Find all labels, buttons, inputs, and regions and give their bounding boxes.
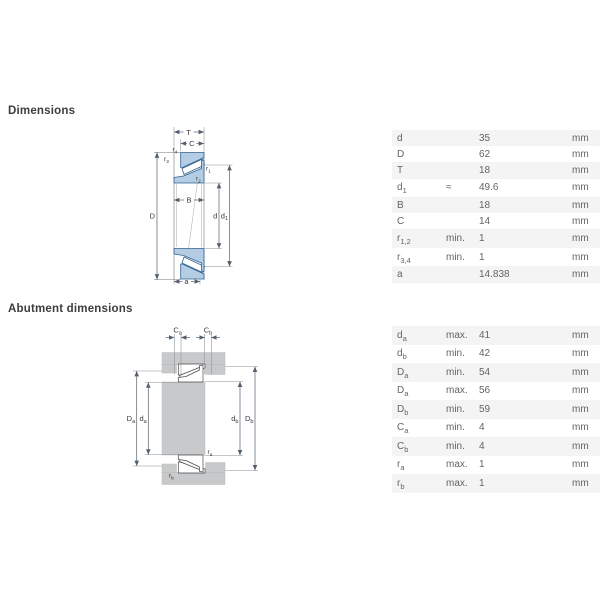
table-cell-unit: mm bbox=[572, 182, 589, 194]
dim-label-Da: $D_a$ bbox=[126, 414, 136, 425]
table-cell-val: 62 bbox=[479, 148, 491, 160]
table-row bbox=[392, 456, 600, 475]
dim-label-B: B bbox=[186, 195, 192, 205]
dimensions-table bbox=[392, 130, 600, 283]
table-cell-qual: min. bbox=[446, 403, 465, 415]
table-cell-qual: min. bbox=[446, 348, 465, 360]
table-cell-lbl: $C_a$ bbox=[397, 422, 409, 436]
table-cell-lbl: a bbox=[397, 269, 403, 281]
table-cell-unit: mm bbox=[572, 348, 589, 360]
dim-label-db: $d_b$ bbox=[231, 414, 239, 425]
dim-label-a: a bbox=[184, 277, 189, 287]
table-cell-lbl: D bbox=[397, 148, 405, 160]
dim-label-T: T bbox=[186, 127, 191, 137]
table-cell-val: 49.6 bbox=[479, 182, 499, 194]
table-cell-lbl: $D_a$ bbox=[397, 385, 409, 399]
table-cell-lbl: $D_a$ bbox=[397, 366, 409, 380]
table-cell-unit: mm bbox=[572, 329, 589, 341]
dim-label-d1: $d_1$ bbox=[220, 211, 228, 223]
table-row bbox=[392, 146, 600, 162]
table-cell-lbl: $r_b$ bbox=[397, 477, 405, 491]
table-cell-val: 35 bbox=[479, 132, 491, 144]
table-cell-unit: mm bbox=[572, 440, 589, 452]
table-row bbox=[392, 345, 600, 364]
table-cell-qual: ≈ bbox=[446, 182, 452, 194]
housing-shoulder-top-right bbox=[206, 365, 226, 375]
table-cell-qual: min. bbox=[446, 422, 465, 434]
table-row bbox=[392, 197, 600, 213]
table-row bbox=[392, 419, 600, 438]
table-row bbox=[392, 437, 600, 456]
abutment-mounting-diagram bbox=[125, 325, 265, 495]
table-cell-val: 1 bbox=[479, 459, 485, 471]
table-cell-unit: mm bbox=[572, 269, 589, 281]
table-row bbox=[392, 229, 600, 248]
table-cell-qual: max. bbox=[446, 477, 468, 489]
table-cell-lbl: B bbox=[397, 199, 404, 211]
dim-label-r3: $r_3$ bbox=[164, 156, 169, 165]
table-cell-val: 14.838 bbox=[479, 269, 510, 281]
dim-label-C: C bbox=[189, 139, 195, 149]
table-cell-lbl: $d_b$ bbox=[397, 348, 407, 362]
table-cell-lbl: $C_b$ bbox=[397, 440, 409, 454]
table-cell-lbl: $d_1$ bbox=[397, 182, 407, 196]
table-cell-val: 41 bbox=[479, 329, 491, 341]
table-cell-qual: max. bbox=[446, 385, 468, 397]
table-cell-lbl: C bbox=[397, 215, 405, 227]
dim-label-d: d bbox=[213, 211, 218, 221]
table-cell-val: 54 bbox=[479, 366, 491, 378]
table-cell-unit: mm bbox=[572, 251, 589, 263]
table-row bbox=[392, 248, 600, 267]
table-cell-lbl: $r_a$ bbox=[397, 459, 405, 473]
table-cell-unit: mm bbox=[572, 164, 589, 176]
bearing-cross-section-diagram bbox=[130, 118, 245, 290]
table-cell-lbl: T bbox=[397, 164, 404, 176]
table-cell-val: 18 bbox=[479, 199, 491, 211]
table-cell-val: 59 bbox=[479, 403, 491, 415]
dim-label-D: D bbox=[149, 211, 155, 221]
table-cell-unit: mm bbox=[572, 215, 589, 227]
table-cell-val: 56 bbox=[479, 385, 491, 397]
dim-label-r1: $r_1$ bbox=[206, 165, 211, 175]
table-cell-unit: mm bbox=[572, 233, 589, 245]
table-cell-lbl: $r_{1,2}$ bbox=[397, 233, 411, 247]
table-cell-unit: mm bbox=[572, 459, 589, 471]
table-row bbox=[392, 266, 600, 282]
abutment-dimensions-table bbox=[392, 326, 600, 493]
table-cell-val: 1 bbox=[479, 233, 485, 245]
table-cell-val: 1 bbox=[479, 251, 485, 263]
table-cell-val: 1 bbox=[479, 477, 485, 489]
table-cell-qual: min. bbox=[446, 251, 465, 263]
housing-shoulder-bottom-left bbox=[162, 464, 177, 473]
table-cell-qual: min. bbox=[446, 366, 465, 378]
section-heading-abutment: Abutment dimensions bbox=[8, 303, 133, 315]
section-heading-dimensions: Dimensions bbox=[8, 105, 76, 117]
table-row bbox=[392, 363, 600, 382]
table-cell-qual: min. bbox=[446, 440, 465, 452]
table-cell-unit: mm bbox=[572, 477, 589, 489]
table-cell-val: 42 bbox=[479, 348, 491, 360]
table-row bbox=[392, 382, 600, 401]
housing-bar-top bbox=[162, 353, 225, 365]
table-cell-val: 14 bbox=[479, 215, 491, 227]
shaft-section bbox=[162, 382, 205, 455]
table-cell-lbl: d bbox=[397, 132, 403, 144]
table-cell-unit: mm bbox=[572, 132, 589, 144]
table-cell-val: 18 bbox=[479, 164, 491, 176]
dim-label-rb: $r_b$ bbox=[169, 472, 174, 482]
table-cell-unit: mm bbox=[572, 385, 589, 397]
dim-label-ra: $r_a$ bbox=[207, 449, 213, 458]
dim-label-r4: $r_4$ bbox=[172, 146, 178, 156]
table-cell-unit: mm bbox=[572, 403, 589, 415]
table-row bbox=[392, 213, 600, 229]
table-row bbox=[392, 400, 600, 419]
housing-shoulder-bottom-right bbox=[206, 463, 226, 473]
table-cell-val: 4 bbox=[479, 422, 485, 434]
dim-label-da: $d_a$ bbox=[139, 414, 147, 425]
table-row bbox=[392, 326, 600, 345]
dim-label-r2: $r_2$ bbox=[196, 175, 201, 185]
table-row bbox=[392, 179, 600, 198]
table-cell-val: 4 bbox=[479, 440, 485, 452]
table-cell-qual: max. bbox=[446, 329, 468, 341]
table-cell-unit: mm bbox=[572, 148, 589, 160]
table-row bbox=[392, 474, 600, 493]
table-cell-qual: min. bbox=[446, 233, 465, 245]
table-cell-unit: mm bbox=[572, 199, 589, 211]
table-row bbox=[392, 130, 600, 146]
dim-label-Db: $D_b$ bbox=[244, 414, 254, 425]
table-cell-lbl: $D_b$ bbox=[397, 403, 409, 417]
table-cell-unit: mm bbox=[572, 422, 589, 434]
table-cell-qual: max. bbox=[446, 459, 468, 471]
table-cell-unit: mm bbox=[572, 366, 589, 378]
table-cell-lbl: $d_a$ bbox=[397, 329, 407, 343]
table-row bbox=[392, 162, 600, 178]
dim-label-Cb: $C_b$ bbox=[203, 325, 213, 337]
table-cell-lbl: $r_{3,4}$ bbox=[397, 251, 411, 265]
dim-label-Ca: $C_a$ bbox=[173, 325, 182, 337]
